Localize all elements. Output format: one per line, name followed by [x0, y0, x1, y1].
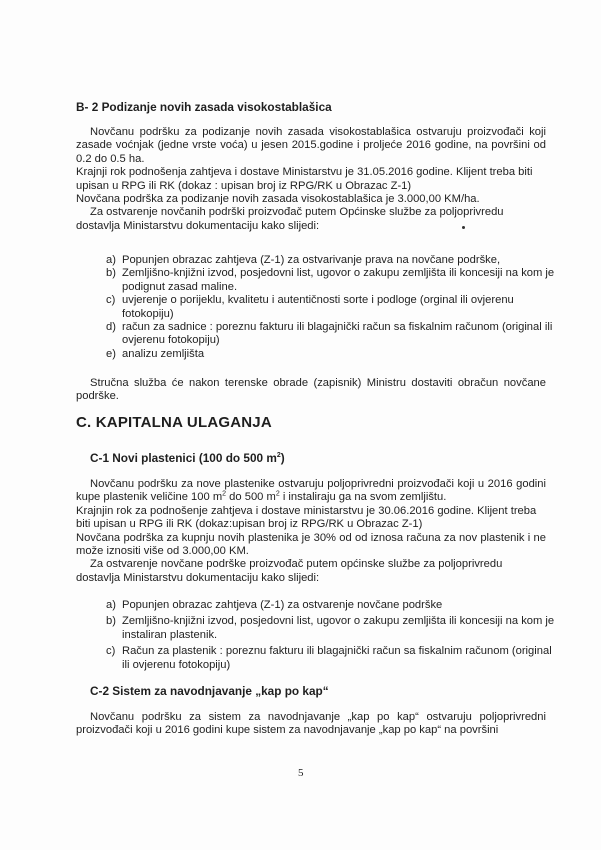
b2-paragraph-4: Za ostvarenje novčanih podrški proizvođač putem Općinske službe za poljoprivredu dostavlja Ministarstvu dokumentaciju kako slijedi: [76, 206, 504, 232]
stray-mark [462, 226, 465, 229]
section-c2-heading: C-2 Sistem za navodnjavanje „kap po kap“ [90, 684, 329, 698]
c2-paragraph-1: Novčanu podršku za sistem za navodnjavanje „kap po kap“ ostvaruju poljoprivredni proizvođači koji u 2016 godini kupe sistem za navodnjavanje „kap po kap“ na površini [76, 711, 546, 737]
c1-document-list [106, 599, 556, 672]
section-c-heading: C. KAPITALNA ULAGANJA [76, 414, 272, 431]
c1-paragraph-3: Novčana podrška za kupnju novih plastenika je 30% od od iznosa računa za nov plastenik i ne može iznositi više od 3.000,00 KM. [76, 531, 546, 558]
c1-paragraph-1: Novčanu podršku za nove plastenike ostvaruju poljoprivredni proizvođači koji u 2016 godini kupe plastenik veličine 100 $m^2$ do 500 $m^2$ i instaliraju ga na svom zemljištu. [76, 478, 546, 504]
list-item: d) račun za sadnice : poreznu fakturu ili blagajnički račun sa fiskalnim računom (original ili ovjerenu fotokopiju) [106, 321, 553, 347]
b2-paragraph-1: Novčanu podršku za podizanje novih zasada visokostablašica ostvaruju proizvođači koji zasade voćnjak (jedne vrste voća) u jesen 2015.godine i proljeće 2016 godine, na površini od 0.2 do 0.5 ha. [76, 126, 546, 165]
b2-paragraph-5: Stručna služba će nakon terenske obrade (zapisnik) Ministru dostaviti obračun novčane podrške. [76, 377, 546, 403]
list-item: e) analizu zemljišta [106, 347, 205, 360]
list-item: a) Popunjen obrazac zahtjeva (Z-1) za ostvarivanje prava na novčane podrške, [106, 254, 501, 266]
list-item: b) Zemljišno-knjižni izvod, posjedovni list, ugovor o zakupu zemljišta ili koncesiji na kom je podignut zasad maline. [106, 267, 555, 293]
section-b2-heading: B- 2 Podizanje novih zasada visokostablašica [76, 100, 332, 114]
list-item: c) Račun za plastenik : poreznu fakturu ili blagajnički račun sa fiskalnim računom (original ili ovjerenu fotokopiju) [106, 645, 552, 671]
c1-paragraph-2: Krajnjin rok za podnošenje zahtjeva i dostave ministarstvu je 30.06.2016 godine. Klijent treba biti upisan u RPG ili RK (dokaz:upisan broj iz RPG/RK u Obrazac Z-1) [76, 504, 537, 531]
list-item: a) Popunjen obrazac zahtjeva (Z-1) za ostvarenje novčane podrške [106, 599, 443, 611]
list-item: b) Zemljišno-knjižni izvod, posjedovni list, ugovor o zakupu zemljišta ili koncesiji na kom je instaliran plastenik. [106, 615, 555, 641]
b2-document-list [106, 254, 556, 361]
section-b2-body [76, 126, 546, 233]
section-c1-heading: C-1 Novi plastenici (100 do 500 $m^2$) [90, 451, 285, 465]
b2-paragraph-2: Krajnji rok podnošenja zahtjeva i dostave Ministarstvu je 31.05.2016 godine. Klijent treba biti upisan u RPG ili RK (dokaz : upisan broj iz RPG/RK u Obrazac Z-1) [76, 166, 533, 192]
section-c1-body [76, 478, 546, 585]
c1-paragraph-4: Za ostvarenje novčane podrške proizvođač putem općinske službe za poljoprivredu dostavlja Ministarstvu dokumentaciju kako slijedi: [76, 558, 503, 584]
list-item: c) uvjerenje o porijeklu, kvalitetu i autentičnosti sorte i podloge (orginal ili ovjerenu fotokopiju) [106, 294, 514, 320]
b2-paragraph-3: Novčana podrška za podizanje novih zasada visokostablašica je 3.000,00 KM/ha. [76, 193, 480, 206]
page-number: 5 [298, 767, 304, 779]
